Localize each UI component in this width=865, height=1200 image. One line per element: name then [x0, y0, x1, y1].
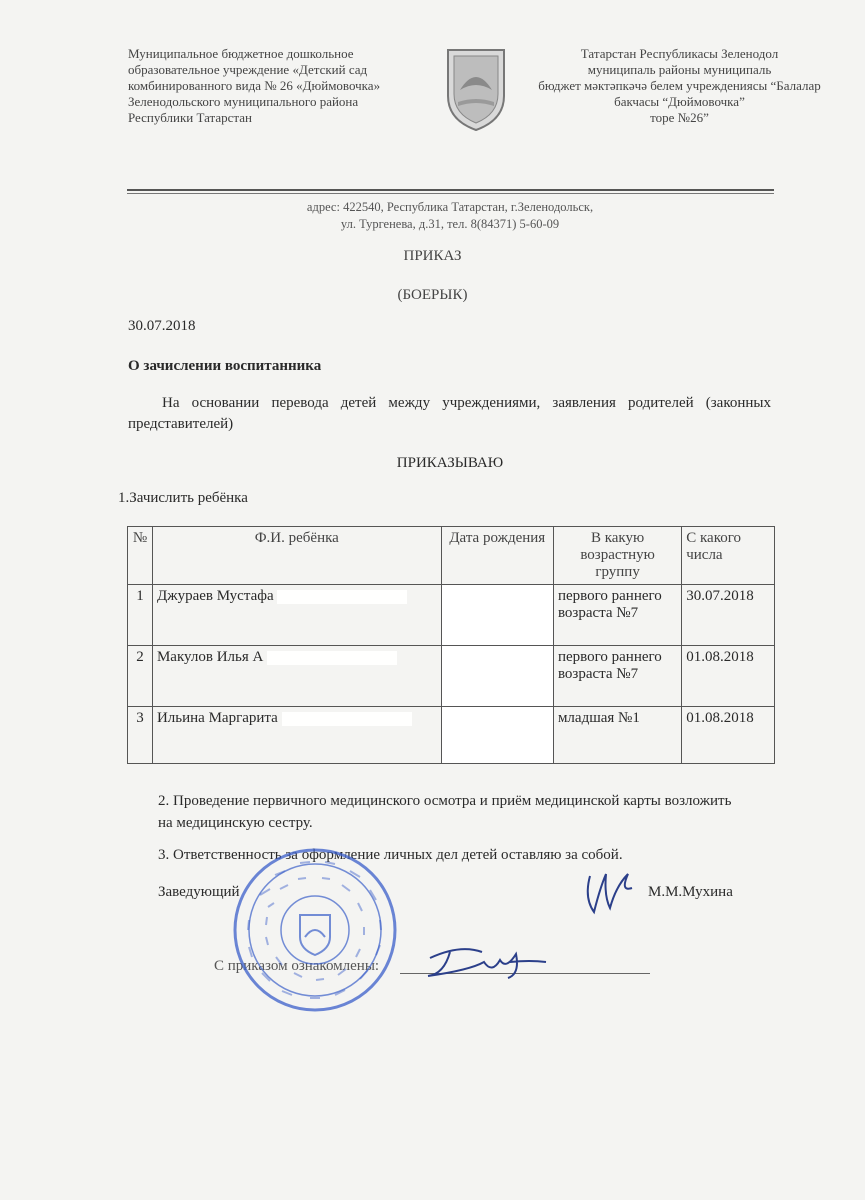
- cell-number: 2: [128, 646, 153, 707]
- cell-group: первого раннего возраста №7: [553, 585, 681, 646]
- cell-group: младшая №1: [553, 707, 681, 764]
- column-header-group: В какую возрастную группу: [553, 527, 681, 585]
- header-right-line: муниципаль районы муниципаль: [587, 62, 772, 77]
- head-position-label: Заведующий: [158, 884, 240, 900]
- table-row: [128, 646, 775, 707]
- acknowledgement-label: С приказом ознакомлены:: [214, 958, 380, 974]
- header-right-block: [512, 46, 847, 126]
- order-heading: ПРИКАЗЫВАЮ: [396, 455, 504, 471]
- order-item-3: 3. Ответственность за оформление личных дел детей оставляю за собой.: [158, 847, 623, 863]
- header-left-block: [128, 46, 428, 126]
- cell-birthdate: [441, 585, 553, 646]
- header-left-line: образовательное учреждение «Детский сад: [128, 62, 368, 77]
- child-name: Макулов Илья А: [156, 649, 264, 665]
- cell-number: 3: [128, 707, 153, 764]
- column-header-name: Ф.И. ребёнка: [152, 527, 441, 585]
- order-item-2: 2. Проведение первичного медицинского осмотра и приём медицинской карты возложить на медицинскую сестру.: [158, 793, 732, 831]
- column-header-birthdate: Дата рождения: [441, 527, 553, 585]
- header-left-line: Зеленодольского муниципального района: [128, 94, 359, 109]
- table-row: [128, 585, 775, 646]
- document-subject: О зачислении воспитанника: [128, 358, 322, 374]
- cell-name: [152, 646, 441, 707]
- document-date: 30.07.2018: [128, 318, 196, 334]
- column-header-number: №: [128, 527, 153, 585]
- table-row: [128, 707, 775, 764]
- header-divider: [127, 189, 774, 191]
- basis-paragraph: На основании перевода детей между учреждениями, заявления родителей (законных представителей): [128, 395, 771, 432]
- cell-start-date: 01.08.2018: [682, 707, 775, 764]
- children-table: [127, 526, 775, 764]
- acknowledgement-signature: [420, 940, 550, 980]
- header-right-line: торе №26”: [650, 110, 709, 125]
- redaction-mask: [277, 590, 407, 604]
- document-title: ПРИКАЗ: [403, 248, 462, 264]
- header-left-line: комбинированного вида № 26 «Дюймовочка»: [128, 78, 381, 93]
- head-name: М.М.Мухина: [648, 884, 733, 900]
- child-name: Ильина Маргарита: [156, 710, 278, 726]
- child-name: Джураев Мустафа: [156, 588, 274, 604]
- cell-start-date: 30.07.2018: [682, 585, 775, 646]
- cell-birthdate: [441, 646, 553, 707]
- address-line: адрес: 422540, Республика Татарстан, г.Зеленодольск,: [306, 200, 594, 214]
- cell-name: [152, 585, 441, 646]
- column-header-start-date: С какого числа: [682, 527, 775, 585]
- address-block: [200, 199, 700, 233]
- header-right-line: бюджет мәктәпкәчә белем учреждениясы “Балалар: [538, 78, 821, 93]
- head-signature: [580, 868, 640, 918]
- organization-seal-stamp: [230, 845, 400, 1015]
- cell-group: первого раннего возраста №7: [553, 646, 681, 707]
- header-divider-thin: [127, 193, 774, 194]
- header-right-line: Татарстан Республикасы Зеленодол: [580, 46, 779, 61]
- document-title-tatar: (БОЕРЫК): [397, 287, 468, 303]
- address-line: ул. Тургенева, д.31, тел. 8(84371) 5-60-09: [340, 217, 560, 231]
- cell-birthdate: [441, 707, 553, 764]
- cell-name: [152, 707, 441, 764]
- cell-number: 1: [128, 585, 153, 646]
- redaction-mask: [267, 651, 397, 665]
- order-item-1: 1.Зачислить ребёнка: [118, 490, 248, 506]
- header-left-line: Муниципальное бюджетное дошкольное: [128, 46, 354, 61]
- header-left-line: Республики Татарстан: [128, 110, 252, 125]
- redaction-mask: [282, 712, 412, 726]
- coat-of-arms-emblem: [440, 44, 512, 132]
- table-header-row: [128, 527, 775, 585]
- cell-start-date: 01.08.2018: [682, 646, 775, 707]
- header-right-line: бакчасы “Дюймовочка”: [614, 94, 745, 109]
